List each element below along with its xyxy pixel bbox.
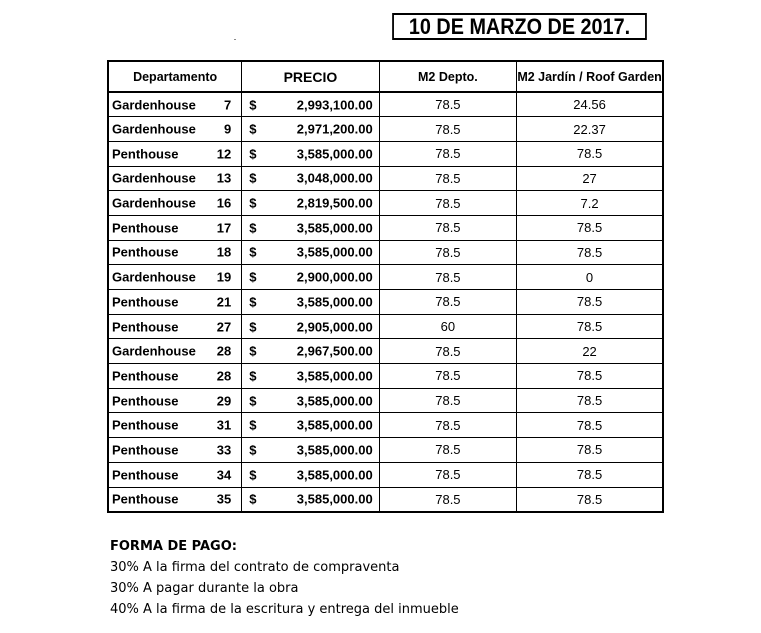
m2-depto-cell: 78.5	[379, 339, 516, 364]
unit-type: Penthouse	[112, 491, 179, 507]
unit-type: Penthouse	[112, 146, 179, 162]
unit-number: 13	[216, 170, 232, 186]
price-cell	[242, 141, 379, 166]
unit-type: Penthouse	[112, 220, 179, 236]
table-row	[108, 92, 663, 117]
currency-symbol: $	[249, 170, 257, 186]
stray-mark	[234, 39, 236, 40]
unit-type: Penthouse	[112, 294, 179, 310]
header-price: PRECIO	[242, 61, 379, 92]
m2-depto-cell: 78.5	[379, 117, 516, 142]
table-row	[108, 240, 663, 265]
unit-number: 28	[216, 343, 232, 359]
m2-depto-cell: 78.5	[379, 265, 516, 290]
price-amount: 3,585,000.00	[296, 417, 373, 433]
department-cell	[108, 191, 242, 216]
department-cell	[108, 265, 242, 290]
table-header-row	[108, 61, 663, 92]
department-cell	[108, 388, 242, 413]
department-cell	[108, 141, 242, 166]
m2-depto-cell: 78.5	[379, 438, 516, 463]
price-cell	[242, 191, 379, 216]
department-cell	[108, 290, 242, 315]
m2-depto-cell: 78.5	[379, 290, 516, 315]
currency-symbol: $	[249, 97, 257, 113]
department-cell	[108, 364, 242, 389]
price-cell	[242, 290, 379, 315]
unit-number: 16	[216, 195, 232, 211]
m2-garden-cell: 78.5	[517, 314, 663, 339]
table-row	[108, 191, 663, 216]
unit-number: 12	[216, 146, 232, 162]
header-m2-garden: M2 Jardín / Roof Garden	[517, 61, 663, 92]
table-row	[108, 314, 663, 339]
m2-garden-cell: 24.56	[517, 92, 663, 117]
price-cell	[242, 314, 379, 339]
table-row	[108, 117, 663, 142]
department-cell	[108, 487, 242, 512]
m2-garden-cell: 78.5	[517, 413, 663, 438]
unit-type: Penthouse	[112, 442, 179, 458]
table-row	[108, 215, 663, 240]
m2-depto-cell: 78.5	[379, 462, 516, 487]
m2-depto-cell: 60	[379, 314, 516, 339]
table-row	[108, 290, 663, 315]
department-cell	[108, 166, 242, 191]
price-amount: 3,585,000.00	[296, 368, 373, 384]
price-amount: 3,585,000.00	[296, 467, 373, 483]
price-cell	[242, 364, 379, 389]
payment-line: 30% A pagar durante la obra	[110, 581, 299, 596]
department-cell	[108, 413, 242, 438]
price-amount: 3,585,000.00	[296, 491, 373, 507]
department-cell	[108, 92, 242, 117]
unit-number: 27	[216, 319, 232, 335]
table-row	[108, 166, 663, 191]
table-row	[108, 141, 663, 166]
unit-type: Penthouse	[112, 417, 179, 433]
m2-garden-cell: 22.37	[517, 117, 663, 142]
currency-symbol: $	[249, 121, 257, 137]
currency-symbol: $	[249, 442, 257, 458]
price-amount: 2,967,500.00	[296, 343, 373, 359]
payment-line: 40% A la firma de la escritura y entrega del inmueble	[110, 602, 459, 617]
unit-type: Gardenhouse	[112, 195, 196, 211]
unit-number: 17	[216, 220, 232, 236]
m2-depto-cell: 78.5	[379, 240, 516, 265]
price-cell	[242, 487, 379, 512]
currency-symbol: $	[249, 319, 257, 335]
unit-type: Penthouse	[112, 467, 179, 483]
date-header: 10 DE MARZO DE 2017.	[392, 13, 647, 40]
price-cell	[242, 117, 379, 142]
currency-symbol: $	[249, 467, 257, 483]
unit-number: 28	[216, 368, 232, 384]
m2-depto-cell: 78.5	[379, 166, 516, 191]
department-cell	[108, 314, 242, 339]
currency-symbol: $	[249, 491, 257, 507]
price-amount: 2,971,200.00	[296, 121, 373, 137]
unit-type: Gardenhouse	[112, 269, 196, 285]
unit-type: Gardenhouse	[112, 97, 196, 113]
m2-garden-cell: 78.5	[517, 462, 663, 487]
m2-garden-cell: 78.5	[517, 290, 663, 315]
unit-type: Penthouse	[112, 244, 179, 260]
price-cell	[242, 215, 379, 240]
unit-type: Penthouse	[112, 368, 179, 384]
department-cell	[108, 215, 242, 240]
m2-garden-cell: 78.5	[517, 487, 663, 512]
table-row	[108, 364, 663, 389]
unit-type: Gardenhouse	[112, 121, 196, 137]
table-row	[108, 265, 663, 290]
unit-number: 29	[216, 393, 232, 409]
unit-number: 19	[216, 269, 232, 285]
currency-symbol: $	[249, 294, 257, 310]
m2-depto-cell: 78.5	[379, 141, 516, 166]
department-cell	[108, 339, 242, 364]
price-amount: 3,585,000.00	[296, 294, 373, 310]
price-amount: 3,585,000.00	[296, 146, 373, 162]
price-cell	[242, 413, 379, 438]
price-amount: 2,993,100.00	[296, 97, 373, 113]
unit-number: 18	[216, 244, 232, 260]
price-cell	[242, 166, 379, 191]
unit-number: 7	[223, 97, 232, 113]
header-m2-depto: M2 Depto.	[379, 61, 516, 92]
m2-depto-cell: 78.5	[379, 191, 516, 216]
m2-garden-cell: 7.2	[517, 191, 663, 216]
department-cell	[108, 117, 242, 142]
price-cell	[242, 438, 379, 463]
payment-line: 30% A la firma del contrato de compraventa	[110, 560, 400, 575]
table-row	[108, 339, 663, 364]
m2-garden-cell: 27	[517, 166, 663, 191]
m2-garden-cell: 22	[517, 339, 663, 364]
price-cell	[242, 339, 379, 364]
m2-garden-cell: 78.5	[517, 438, 663, 463]
price-amount: 3,585,000.00	[296, 393, 373, 409]
m2-depto-cell: 78.5	[379, 388, 516, 413]
currency-symbol: $	[249, 244, 257, 260]
unit-type: Penthouse	[112, 393, 179, 409]
currency-symbol: $	[249, 195, 257, 211]
department-cell	[108, 240, 242, 265]
price-cell	[242, 265, 379, 290]
m2-depto-cell: 78.5	[379, 215, 516, 240]
price-amount: 3,585,000.00	[296, 220, 373, 236]
header-department: Departamento	[108, 61, 242, 92]
unit-number: 35	[216, 491, 232, 507]
currency-symbol: $	[249, 343, 257, 359]
price-amount: 3,585,000.00	[296, 442, 373, 458]
unit-type: Gardenhouse	[112, 170, 196, 186]
price-amount: 2,900,000.00	[296, 269, 373, 285]
m2-depto-cell: 78.5	[379, 364, 516, 389]
currency-symbol: $	[249, 368, 257, 384]
m2-depto-cell: 78.5	[379, 92, 516, 117]
unit-number: 9	[223, 121, 232, 137]
unit-number: 21	[216, 294, 232, 310]
table-row	[108, 462, 663, 487]
currency-symbol: $	[249, 269, 257, 285]
unit-number: 34	[216, 467, 232, 483]
m2-garden-cell: 78.5	[517, 388, 663, 413]
m2-depto-cell: 78.5	[379, 413, 516, 438]
currency-symbol: $	[249, 220, 257, 236]
table-row	[108, 438, 663, 463]
price-cell	[242, 240, 379, 265]
price-cell	[242, 92, 379, 117]
currency-symbol: $	[249, 393, 257, 409]
table-row	[108, 413, 663, 438]
payment-terms	[110, 536, 459, 620]
m2-depto-cell: 78.5	[379, 487, 516, 512]
price-amount: 2,905,000.00	[296, 319, 373, 335]
price-cell	[242, 388, 379, 413]
currency-symbol: $	[249, 417, 257, 433]
unit-type: Gardenhouse	[112, 343, 196, 359]
currency-symbol: $	[249, 146, 257, 162]
price-amount: 2,819,500.00	[296, 195, 373, 211]
price-cell	[242, 462, 379, 487]
m2-garden-cell: 78.5	[517, 240, 663, 265]
m2-garden-cell: 78.5	[517, 215, 663, 240]
table-row	[108, 487, 663, 512]
unit-number: 33	[216, 442, 232, 458]
m2-garden-cell: 78.5	[517, 141, 663, 166]
m2-garden-cell: 78.5	[517, 364, 663, 389]
price-amount: 3,048,000.00	[296, 170, 373, 186]
payment-title: FORMA DE PAGO:	[110, 539, 237, 554]
department-cell	[108, 462, 242, 487]
department-cell	[108, 438, 242, 463]
table-row	[108, 388, 663, 413]
unit-number: 31	[216, 417, 232, 433]
price-amount: 3,585,000.00	[296, 244, 373, 260]
m2-garden-cell: 0	[517, 265, 663, 290]
price-table	[107, 60, 664, 513]
unit-type: Penthouse	[112, 319, 179, 335]
